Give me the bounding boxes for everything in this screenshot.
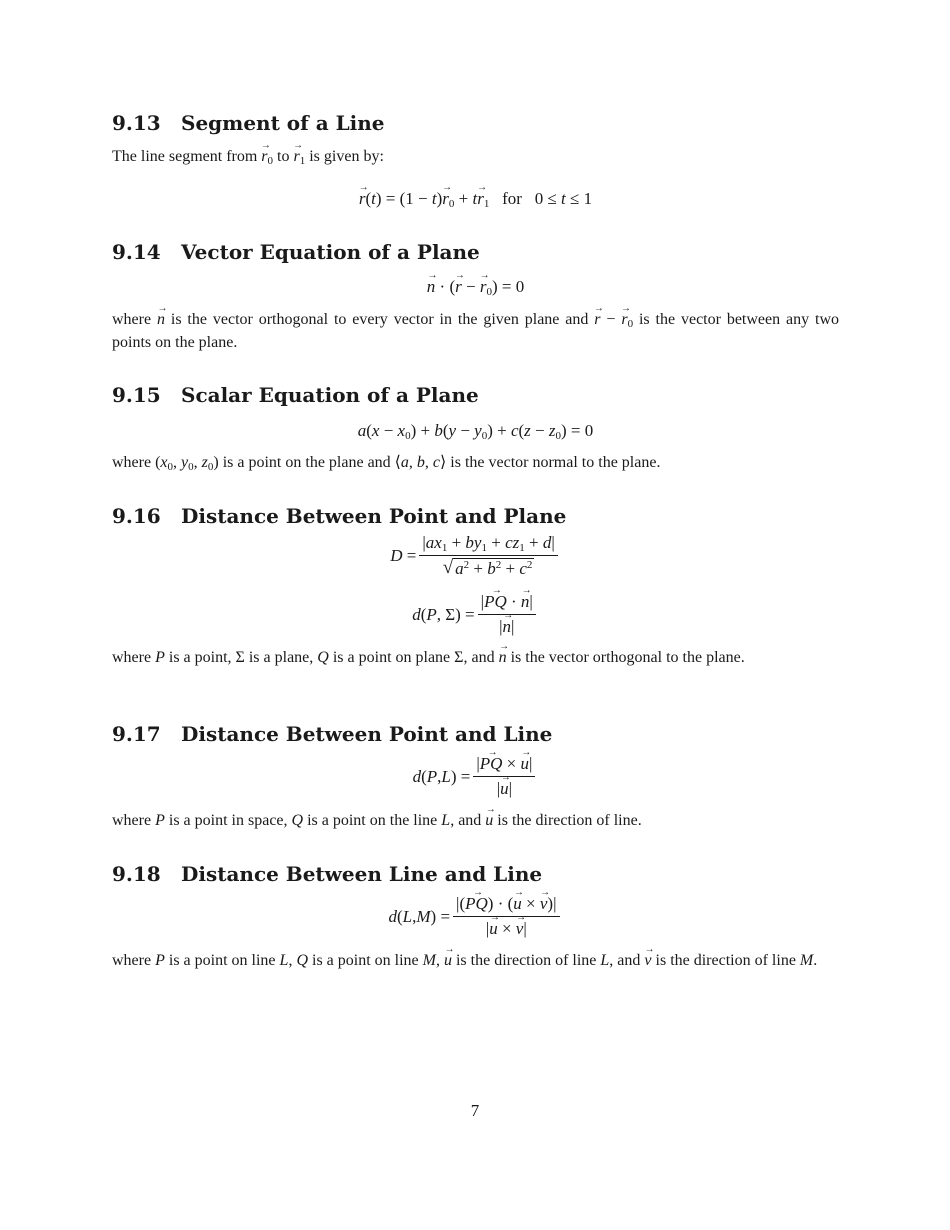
section-heading [112, 504, 839, 528]
text: is a plane, [248, 649, 314, 666]
paragraph: where ($x_0$, $y_0$, $z_0$) is a point on the plane and ⟨a, b, c⟩ is the vector normal to the plane. [112, 454, 661, 473]
text: , and [609, 952, 641, 969]
section-9-17 [112, 722, 839, 746]
paragraph: where P is a point on line L, Q is a point on line M, u → is the direction of line L, and v → is the direction of line M. [112, 950, 839, 973]
text: is the direction of line. [497, 812, 642, 829]
text: is the direction of line [455, 952, 597, 969]
text: where [112, 454, 152, 471]
text: is a point on line [312, 952, 419, 969]
text: The line segment from [112, 148, 258, 165]
text: is a point on line [168, 952, 276, 969]
text: for [502, 189, 522, 208]
section-9-14 [112, 240, 839, 264]
text: is a point in space, [168, 812, 288, 829]
text: where [112, 952, 152, 969]
text: is the vector between any two points on the plane. [112, 311, 840, 351]
section-heading [112, 240, 839, 264]
text: , and [450, 812, 482, 829]
equation-line-line-distance: d ( L , M ) = $\frac{|(PQ \to) \cdot (u \to \times v \to)|}{|u \to \times v \to|}$ [112, 894, 839, 939]
text: is the vector orthogonal to the plane. [510, 649, 745, 666]
section-number: 9.15 [112, 383, 161, 407]
page-number: 7 [470, 1101, 480, 1120]
text: , [435, 952, 440, 969]
section-9-16 [112, 504, 839, 528]
section-title: Distance Between Line and Line [181, 862, 543, 886]
text: , [288, 952, 293, 969]
text: to [277, 148, 290, 165]
paragraph: The line segment from $r \to_0$ to $r \to_1$ is given by: [112, 146, 839, 169]
equation-vector-plane: n → · (r → − $r \to_0) = 0$ [112, 276, 839, 298]
section-9-14-text [112, 309, 839, 354]
text: is the direction of line [655, 952, 796, 969]
section-title: Vector Equation of a Plane [181, 240, 480, 264]
section-title: Distance Between Point and Plane [181, 504, 567, 528]
paragraph: where P is a point, Σ is a plane, Q is a point on plane Σ, and n → is the vector orthogonal to the plane. [112, 647, 839, 670]
text: is a point on the line [307, 812, 438, 829]
section-number: 9.18 [112, 862, 161, 886]
section-9-16-text [112, 647, 839, 670]
section-title: Segment of a Line [181, 111, 385, 135]
equation-point-line-distance: d ( P , L ) = $\frac{|PQ \to \times u \to|}{|u \to|}$ [112, 754, 839, 799]
text: is a point on plane [332, 649, 451, 666]
equation-point-plane-distance-vector: d ( P , Σ) = $\frac{|PQ \to \cdot n \to|}{|n \to|}$ [112, 592, 839, 637]
paragraph: where n → is the vector orthogonal to every vector in the given plane and r → − $r \to_0$ is the vector between any two points on the plane. [112, 309, 839, 354]
section-heading [112, 111, 839, 135]
section-9-18-text [112, 950, 839, 973]
section-heading [112, 722, 839, 746]
text: where [112, 311, 152, 328]
section-9-15 [112, 383, 839, 407]
section-title: Scalar Equation of a Plane [181, 383, 479, 407]
text: is the vector normal to the plane. [450, 454, 661, 471]
text: is given by: [309, 148, 384, 165]
equation-point-plane-distance: D = $|ax_1 + by_1 + cz_1 + d|$ √ $a^2 + b^2 + c^2$ [112, 533, 839, 578]
section-number: 9.14 [112, 240, 161, 264]
section-9-13 [112, 111, 839, 169]
equation-scalar-plane: $a(x - x_0) + b(y - y_0) + c(z - z_0) = 0$ [357, 421, 594, 442]
section-number: 9.17 [112, 722, 161, 746]
text: is the vector orthogonal to every vector in the given plane and [170, 311, 589, 328]
text: is a point, [168, 649, 232, 666]
text: where [112, 812, 152, 829]
section-number: 9.13 [112, 111, 161, 135]
text: where [112, 649, 152, 666]
section-number: 9.16 [112, 504, 161, 528]
paragraph: where P is a point in space, Q is a point on the line L, and u → is the direction of line. [112, 810, 839, 833]
section-title: Distance Between Point and Line [181, 722, 553, 746]
section-9-17-text [112, 810, 839, 833]
text: is a point on the plane and [222, 454, 391, 471]
section-heading [112, 383, 839, 407]
equation-line-segment: $r \to(t) = (1 - t)r \to_0$ + tr $\to_1$ for 0 ≤ t ≤ 1 [112, 188, 839, 210]
text: , and [463, 649, 495, 666]
section-9-15-text [112, 452, 839, 475]
